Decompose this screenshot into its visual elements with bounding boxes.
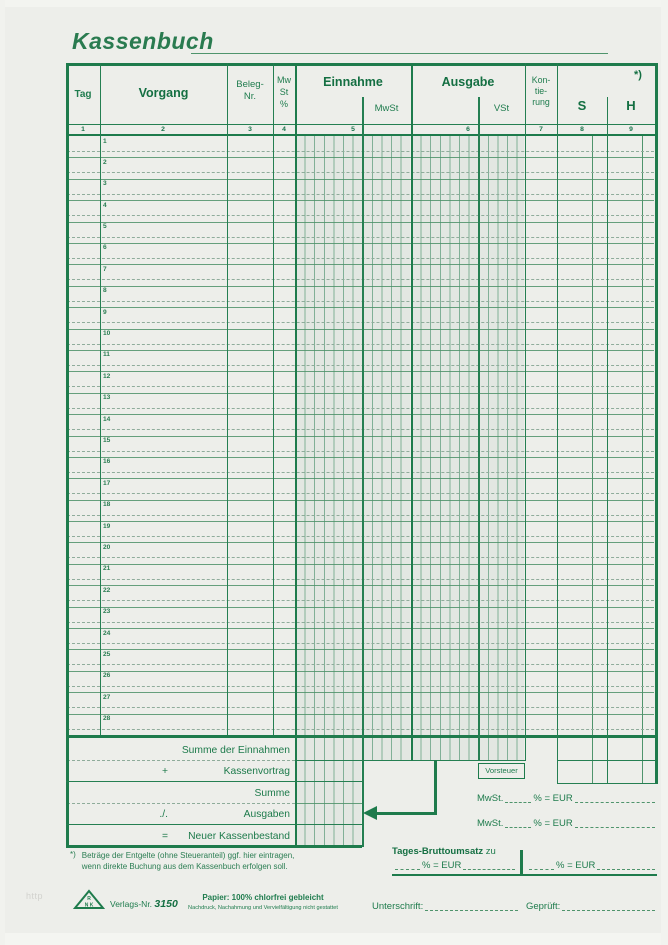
row-number: 15	[103, 437, 111, 444]
column-number-9: 9	[629, 125, 633, 133]
row-writing-line	[67, 172, 654, 173]
tagesbrutto-left-segment	[393, 860, 517, 872]
transfer-arrow-head-icon	[363, 806, 377, 820]
summary-row-dashed-line	[67, 760, 295, 761]
sh-row2-bottom-line	[557, 783, 655, 785]
verlag-number: 3150	[154, 898, 178, 910]
einnahme-mwst-subdivider	[362, 97, 364, 847]
row-separator-line	[67, 500, 654, 501]
vorsteuer-label: Vorsteuer	[485, 766, 518, 776]
summary-bottom-border	[66, 845, 362, 848]
table-top-border	[66, 63, 655, 66]
col-header-kontierung-line2: tie-	[534, 86, 548, 96]
row-number: 5	[103, 223, 107, 231]
row-separator-line	[67, 542, 654, 543]
row-number: 4	[103, 201, 107, 209]
einnahme-digit-ruling	[296, 136, 410, 760]
summary-operator: ./.	[159, 809, 168, 820]
row-separator-line	[67, 157, 654, 158]
tagesbrutto-left-pct-line	[395, 868, 420, 870]
tag-vorgang-divider	[100, 63, 101, 735]
row-number: 1	[103, 137, 107, 145]
col-header-einnahme: Einnahme	[323, 75, 383, 89]
mwst-row-2-amount-line	[575, 826, 655, 828]
row-separator-line	[67, 414, 654, 415]
summary-operator: +	[161, 766, 168, 777]
checked-label: Geprüft:	[525, 901, 561, 912]
col-subheader-vst: VSt	[493, 103, 510, 114]
col-header-mwstpct-line1: Mw	[277, 75, 291, 85]
column-number-1: 1	[81, 125, 85, 133]
tagesbrutto-left-amount-line	[463, 868, 515, 870]
column-number-6: 6	[466, 125, 470, 133]
publisher-logo-icon	[73, 889, 105, 916]
col-header-ausgabe: Ausgabe	[441, 75, 495, 89]
row-separator-line	[67, 286, 654, 287]
row-writing-line	[67, 536, 654, 537]
vorsteuer-box	[478, 763, 525, 780]
transfer-arrow-arm	[376, 812, 437, 815]
row-number: 26	[103, 672, 111, 680]
row-writing-line	[67, 322, 654, 323]
row-number: 6	[103, 244, 107, 252]
col-header-mwstpct-line3: %	[279, 99, 288, 109]
row-number: 3	[103, 180, 107, 188]
col-header-s: S	[577, 98, 587, 113]
row-number: 23	[103, 608, 111, 616]
vorgang-beleg-divider	[227, 63, 228, 735]
tagesbrutto-divider	[520, 850, 523, 876]
row-number: 22	[103, 586, 111, 594]
table-bottom-border	[66, 735, 655, 738]
einnahme-ausgabe-divider	[411, 63, 413, 761]
summary-operator: =	[161, 830, 168, 842]
row-separator-line	[67, 692, 654, 693]
tagesbrutto-left-pct-eur: % = EUR	[422, 860, 462, 871]
row-separator-line	[67, 200, 654, 201]
column-number-8: 8	[580, 125, 584, 133]
reprint-notice: Nachdruck, Nachahmung und Vervielfältigung nicht gestattet	[188, 905, 338, 911]
scan-watermark: http	[26, 891, 44, 901]
sums-row-bottom-line	[295, 760, 525, 761]
row-writing-line	[67, 451, 654, 452]
tagesbrutto-right-segment	[527, 860, 657, 872]
signature-line	[425, 909, 518, 911]
col-header-h: H	[626, 98, 636, 113]
row-separator-line	[67, 478, 654, 479]
row-separator-line	[67, 436, 654, 437]
kontierung-s-divider	[557, 63, 558, 784]
ausgabe-digit-ruling	[412, 136, 524, 760]
column-number-2: 2	[161, 125, 165, 133]
row-writing-line	[67, 151, 654, 152]
row-writing-line	[67, 194, 654, 195]
row-number: 18	[103, 501, 111, 509]
mwst-row-1-amount-line	[575, 801, 655, 803]
scan-edge-bottom	[0, 933, 668, 945]
col-header-mwstpct-line2: St	[279, 87, 289, 97]
row-number: 13	[103, 394, 111, 402]
col-header-tag: Tag	[74, 89, 92, 100]
column-number-7: 7	[539, 125, 543, 133]
row-number: 7	[103, 265, 107, 273]
row-number: 10	[103, 330, 111, 338]
column-number-3: 3	[248, 125, 252, 133]
mwst-row-1-pct-line	[505, 801, 531, 803]
row-number: 14	[103, 415, 111, 423]
logo-letters-bottom: N K	[84, 902, 94, 909]
mwst-row-1	[477, 793, 657, 805]
title-underline	[191, 53, 608, 54]
corner-footnote-mark: *)	[634, 69, 642, 81]
row-writing-line	[67, 729, 654, 730]
logo-letter-top: R	[87, 896, 91, 902]
row-writing-line	[67, 664, 654, 665]
row-separator-line	[67, 307, 654, 308]
col-header-beleg-line2: Nr.	[243, 91, 257, 102]
row-number: 28	[103, 715, 111, 723]
footnote-line2: wenn direkte Buchung aus dem Kassenbuch erfolgen soll.	[81, 861, 288, 871]
summary-row-dashed-line	[67, 803, 295, 804]
tagesbrutto-right-pct-eur: % = EUR	[556, 860, 596, 871]
row-writing-line	[67, 515, 654, 516]
col-header-kontierung-line3: rung	[532, 97, 550, 107]
tagesbrutto-underline	[392, 874, 657, 877]
ausgabe-kontierung-divider	[525, 63, 526, 761]
row-separator-line	[67, 607, 654, 608]
ausgabe-vst-subdivider	[478, 97, 480, 761]
row-writing-line	[67, 258, 654, 259]
summary-block-separator	[295, 803, 362, 804]
row-number: 8	[103, 287, 107, 295]
row-separator-line	[67, 222, 654, 223]
row-writing-line	[67, 344, 654, 345]
table-left-border	[66, 63, 69, 848]
summary-label: Ausgaben	[243, 809, 290, 820]
mwstpct-einnahme-divider	[295, 63, 297, 848]
column-number-4: 4	[282, 125, 286, 133]
row-number: 21	[103, 565, 111, 573]
row-separator-line	[67, 457, 654, 458]
mwst-row-2-pct-eur: % = EUR	[533, 817, 573, 829]
s-cents-subline	[592, 136, 593, 784]
footnote-line1: Beträge der Entgelte (ohne Steueranteil) ggf. hier eintragen,	[81, 851, 295, 860]
tagesbrutto-label-suffix: zu	[485, 845, 496, 857]
summary-row-solid-line	[66, 824, 362, 825]
scan-edge-right	[661, 0, 668, 945]
summary-label: Summe der Einnahmen	[181, 744, 290, 756]
verlag-label: Verlags-Nr.	[110, 899, 153, 909]
col-header-kontierung-line1: Kon-	[531, 75, 551, 85]
row-separator-line	[67, 564, 654, 565]
signature-label: Unterschrift:	[372, 901, 424, 912]
row-writing-line	[67, 301, 654, 302]
row-separator-line	[67, 628, 654, 629]
row-separator-line	[67, 671, 654, 672]
h-cents-subline	[642, 136, 643, 784]
mwst-row-2-pct-line	[505, 826, 531, 828]
row-separator-line	[67, 585, 654, 586]
mwst-row-2	[477, 818, 657, 830]
row-writing-line	[67, 472, 654, 473]
row-number: 16	[103, 458, 111, 466]
sh-row1-bottom-line	[557, 760, 655, 761]
row-writing-line	[67, 643, 654, 644]
footnote	[70, 851, 294, 872]
signature-row	[372, 901, 657, 913]
row-number: 12	[103, 372, 111, 380]
row-writing-line	[67, 686, 654, 687]
row-writing-line	[67, 386, 654, 387]
row-number: 20	[103, 543, 111, 551]
row-writing-line	[67, 557, 654, 558]
mwst-row-2-label: MwSt.	[477, 817, 504, 829]
row-number: 9	[103, 308, 107, 316]
checked-line	[562, 909, 655, 911]
paper-notice: Papier: 100% chlorfrei gebleicht	[202, 893, 324, 902]
tagesbrutto-right-pct-line	[529, 868, 554, 870]
page-title: Kassenbuch	[72, 28, 214, 54]
col-header-beleg-line1: Beleg-	[236, 79, 264, 90]
row-separator-line	[67, 243, 654, 244]
scan-edge-left	[0, 0, 5, 945]
row-number: 27	[103, 693, 111, 701]
row-separator-line	[67, 179, 654, 180]
s-h-divider	[607, 97, 608, 784]
column-number-5: 5	[351, 125, 355, 133]
mwst-row-1-pct-eur: % = EUR	[533, 793, 573, 804]
row-number: 11	[103, 351, 110, 359]
transfer-arrow-stem	[434, 760, 437, 816]
row-separator-line	[67, 714, 654, 715]
summary-label: Summe	[254, 787, 290, 799]
row-writing-line	[67, 408, 654, 409]
footnote-marker: *)	[70, 850, 76, 859]
row-separator-line	[67, 393, 654, 394]
summary-label: Kassenvortrag	[223, 766, 290, 777]
row-writing-line	[67, 600, 654, 601]
numbers-strip-bottom-line	[66, 134, 655, 137]
row-number: 2	[103, 158, 107, 166]
row-writing-line	[67, 493, 654, 494]
row-separator-line	[67, 329, 654, 330]
row-writing-line	[67, 215, 654, 216]
row-writing-line	[67, 622, 654, 623]
row-separator-line	[67, 371, 654, 372]
row-number: 17	[103, 479, 111, 487]
summary-label: Neuer Kassenbestand	[188, 830, 290, 842]
tagesbrutto-label	[392, 847, 496, 857]
row-number: 24	[103, 629, 111, 637]
row-separator-line	[67, 521, 654, 522]
row-number: 25	[103, 650, 111, 658]
row-writing-line	[67, 365, 654, 366]
mwst-row-1-label: MwSt.	[477, 793, 504, 804]
row-separator-line	[67, 649, 654, 650]
row-writing-line	[67, 579, 654, 580]
table-right-border	[655, 63, 658, 784]
row-separator-line	[67, 264, 654, 265]
scan-edge-top	[0, 0, 668, 7]
row-writing-line	[67, 429, 654, 430]
row-writing-line	[67, 237, 654, 238]
row-separator-line	[67, 350, 654, 351]
tagesbrutto-label-bold: Tages-Bruttoumsatz	[392, 845, 484, 857]
row-writing-line	[67, 279, 654, 280]
summary-row-solid-line	[66, 781, 362, 782]
row-number: 19	[103, 522, 111, 530]
col-header-vorgang: Vorgang	[138, 86, 189, 100]
tagesbrutto-right-amount-line	[597, 868, 655, 870]
beleg-mwstpct-divider	[273, 63, 274, 735]
row-writing-line	[67, 707, 654, 708]
col-subheader-mwst: MwSt	[374, 103, 399, 114]
